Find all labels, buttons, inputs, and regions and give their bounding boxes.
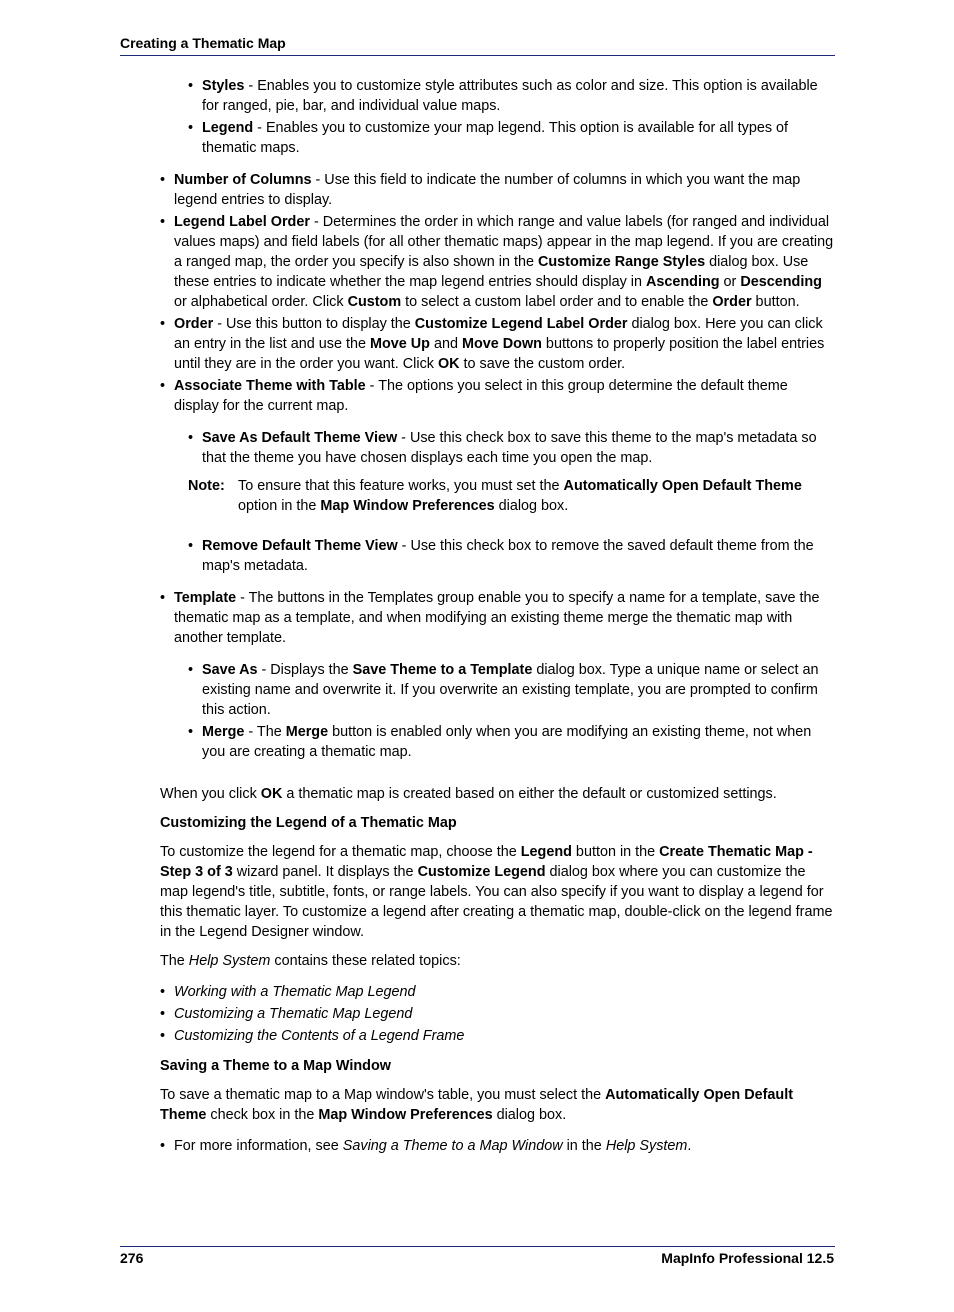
list-item-save-as: • Save As - Displays the Save Theme to a Template dialog box. Type a unique name or select an existing name and overwrite it. If you overwrite an existing template, you are prompted to confirm this action. bbox=[188, 660, 836, 720]
options-list bbox=[160, 170, 836, 416]
ok-paragraph: When you click OK a thematic map is created based on either the default or customized settings. bbox=[160, 786, 777, 802]
footer-rule bbox=[120, 1246, 835, 1247]
customizing-legend-paragraph: To customize the legend for a thematic map, choose the Legend button in the Create Thematic Map - Step 3 of 3 wizard panel. It displays the Customize Legend dialog box where you can customize the map legend's title, subtitle, fonts, or range labels. You can also specify if you want to display a legend for this thematic layer. To customize a legend after creating a thematic map, double-click on the legend frame in the Legend Designer window. bbox=[160, 844, 833, 940]
remove-default-list bbox=[160, 536, 836, 576]
associate-sub-list bbox=[160, 428, 836, 468]
section-heading-customizing-legend: Customizing the Legend of a Thematic Map bbox=[160, 815, 457, 831]
list-item-topic: • Customizing a Thematic Map Legend bbox=[160, 1004, 836, 1024]
list-item-more-info: • For more information, see Saving a Theme to a Map Window in the Help System. bbox=[160, 1136, 836, 1156]
list-item-template: • Template - The buttons in the Templates group enable you to specify a name for a template, save the thematic map as a template, and when modifying an existing theme merge the thematic map with another template. bbox=[160, 588, 836, 648]
list-item-number-of-columns: • Number of Columns - Use this field to indicate the number of columns in which you want the map legend entries to display. bbox=[160, 170, 836, 210]
more-info-list bbox=[160, 1136, 836, 1156]
running-header: Creating a Thematic Map bbox=[120, 35, 286, 51]
page-number: 276 bbox=[120, 1250, 144, 1266]
product-name: MapInfo Professional 12.5 bbox=[661, 1250, 834, 1266]
list-item-legend: • Legend - Enables you to customize your map legend. This option is available for all types of thematic maps. bbox=[188, 118, 836, 158]
note-label: Note: bbox=[188, 478, 225, 494]
note-text: To ensure that this feature works, you must set the Automatically Open Default Theme option in the Map Window Preferences dialog box. bbox=[238, 478, 802, 514]
list-item-topic: • Working with a Thematic Map Legend bbox=[160, 982, 836, 1002]
list-item-order: • Order - Use this button to display the Customize Legend Label Order dialog box. Here you can click an entry in the list and use the Move Up and Move Down buttons to properly position the label entries until they are in the order you want. Click OK to save the custom order. bbox=[160, 314, 836, 374]
list-item-styles: • Styles - Enables you to customize style attributes such as color and size. This option is available for ranged, pie, bar, and individual value maps. bbox=[188, 76, 836, 116]
saving-theme-paragraph: To save a thematic map to a Map window's table, you must select the Automatically Open Default Theme check box in the Map Window Preferences dialog box. bbox=[160, 1087, 793, 1123]
styles-legend-list bbox=[160, 76, 836, 158]
list-item-legend-label-order: • Legend Label Order - Determines the order in which range and value labels (for ranged and individual values maps) and field labels (for all other thematic maps) appear in the map legend. If you are creating a ranged map, the order you specify is also shown in the Customize Range Styles dialog box. Use these entries to indicate whether the map legend entries should display in Ascending or Descending or alphabetical order. Click Custom to select a custom label order and to enable the Order button. bbox=[160, 212, 836, 312]
list-item-remove-default-theme: • Remove Default Theme View - Use this check box to remove the saved default theme from the map's metadata. bbox=[188, 536, 836, 576]
list-item-topic: • Customizing the Contents of a Legend Frame bbox=[160, 1026, 836, 1046]
template-sub-list bbox=[160, 660, 836, 762]
page-content bbox=[160, 76, 836, 1158]
note-box bbox=[188, 476, 836, 516]
section-heading-saving-theme: Saving a Theme to a Map Window bbox=[160, 1058, 391, 1074]
list-item-save-default-theme: • Save As Default Theme View - Use this check box to save this theme to the map's metadata so that the theme you have chosen displays each time you open the map. bbox=[188, 428, 836, 468]
related-topics-list bbox=[160, 982, 836, 1046]
related-topics-intro: The Help System contains these related topics: bbox=[160, 953, 461, 969]
list-item-merge: • Merge - The Merge button is enabled only when you are modifying an existing theme, not when you are creating a thematic map. bbox=[188, 722, 836, 762]
header-rule bbox=[120, 55, 835, 56]
template-list bbox=[160, 588, 836, 648]
list-item-associate-theme: • Associate Theme with Table - The options you select in this group determine the default theme display for the current map. bbox=[160, 376, 836, 416]
